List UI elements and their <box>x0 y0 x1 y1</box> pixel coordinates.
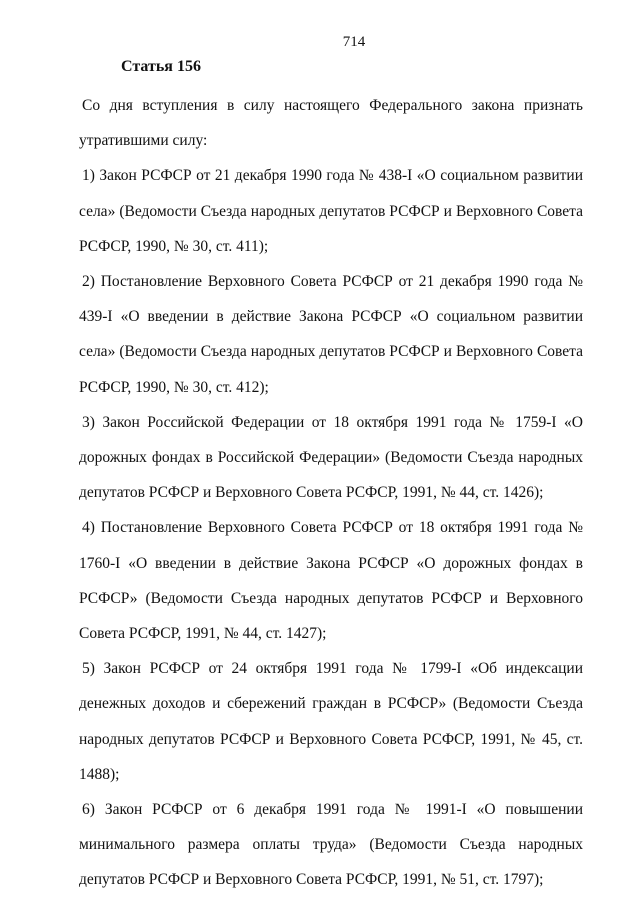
list-item: 2) Постановление Верховного Совета РСФСР от 21 декабря 1990 года № 439-I «О введении в действие Закона РСФСР «О социальном развитии села» (Ведомости Съезда народных депутатов РСФСР и Верховного Совета РСФСР, 1990, № 30, ст. 412); <box>79 273 583 396</box>
intro-paragraph: Со дня вступления в силу настоящего Федерального закона признать утратившими силу: <box>79 97 583 150</box>
list-item: 3) Закон Российской Федерации от 18 октября 1991 года № 1759-I «О дорожных фондах в Российской Федерации» (Ведомости Съезда народных депутатов РСФСР и Верховного Совета РСФСР, 1991, № 44, ст. 1426); <box>79 413 583 502</box>
list-item: 1) Закон РСФСР от 21 декабря 1990 года № 438-I «О социальном развитии села» (Ведомости Съезда народных депутатов РСФСР и Верховного Совета РСФСР, 1990, № 30, ст. 411); <box>79 167 583 255</box>
article-body <box>79 88 583 898</box>
list-item: 5) Закон РСФСР от 24 октября 1991 года № 1799-I «Об индексации денежных доходов и сбережений граждан в РСФСР» (Ведомости Съезда народных депутатов РСФСР и Верховного Совета РСФСР, 1991, № 45, ст. 1488); <box>79 660 583 783</box>
list-item: 4) Постановление Верховного Совета РСФСР от 18 октября 1991 года № 1760-I «О введении в действие Закона РСФСР «О дорожных фондах в РСФСР» (Ведомости Съезда народных депутатов РСФСР и Верховного Совета РСФСР, 1991, № 44, ст. 1427); <box>79 519 583 643</box>
page-number: 714 <box>342 34 366 50</box>
list-item: 6) Закон РСФСР от 6 декабря 1991 года № 1991-I «О повышении минимального размера оплаты труда» (Ведомости Съезда народных депутатов РСФСР и Верховного Совета РСФСР, 1991, № 51, ст. 1797); <box>79 801 583 889</box>
article-title: Статья 156 <box>121 58 201 75</box>
